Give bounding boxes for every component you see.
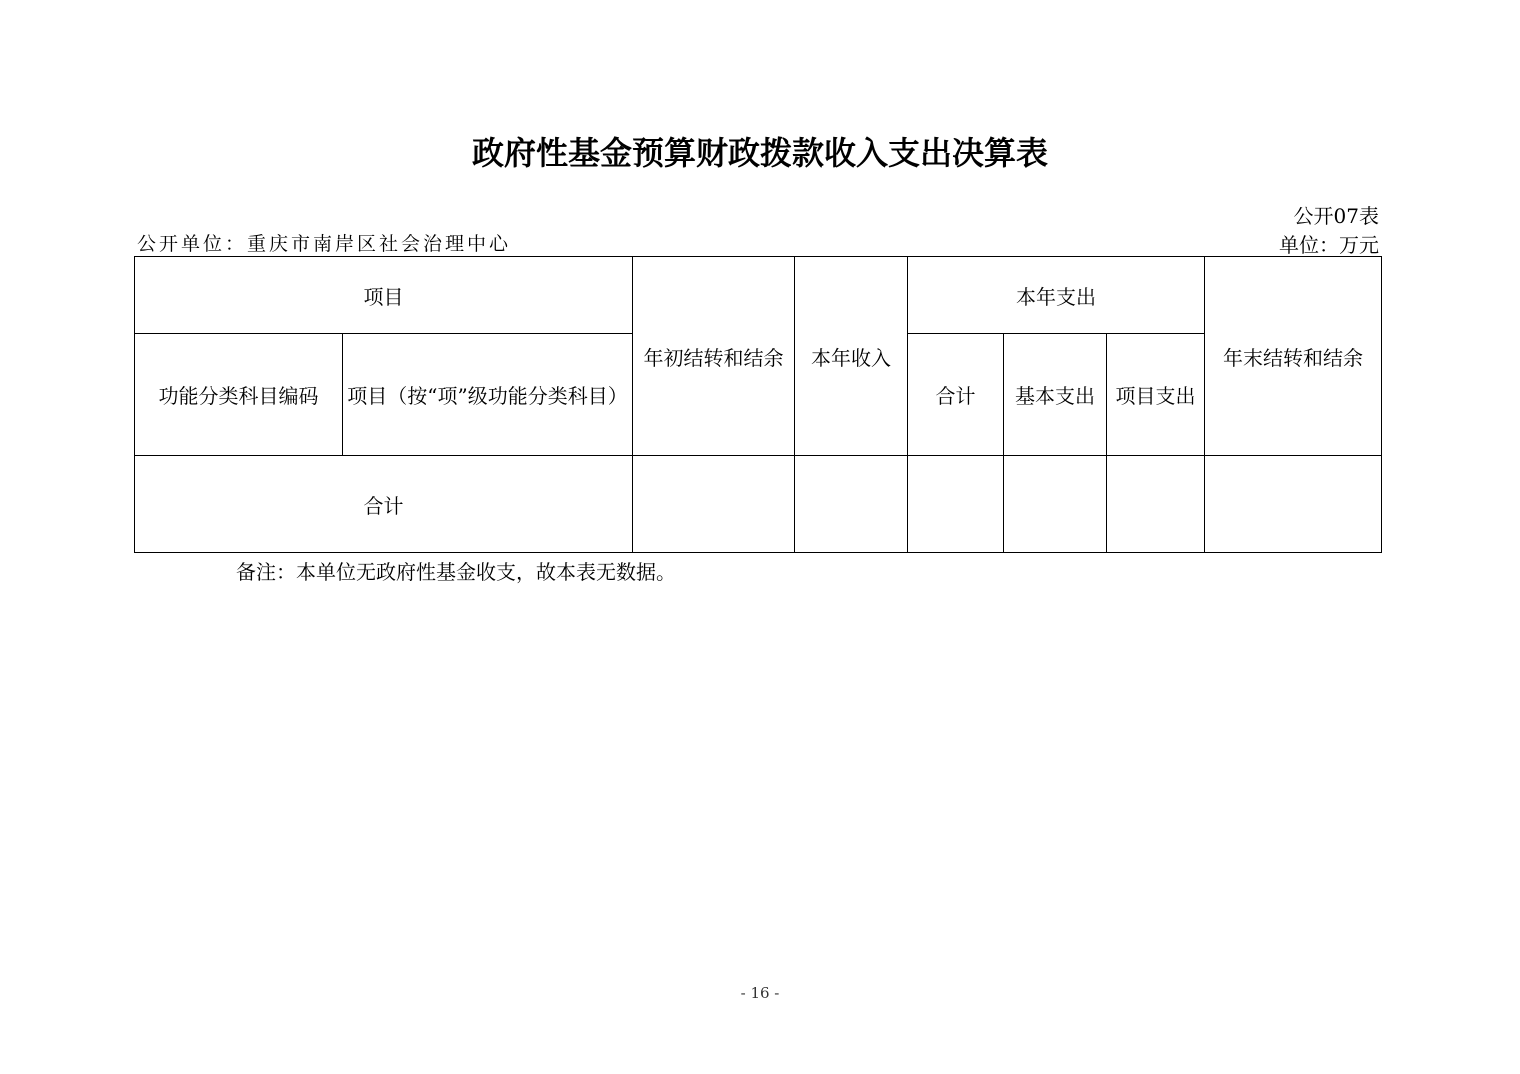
currency-unit: 单位：万元 [1279,233,1379,257]
header-row-1 [135,257,1382,334]
header-project: 项目 [135,257,633,334]
form-number: 公开07表 [1293,204,1379,228]
header-begin-balance: 年初结转和结余 [633,257,795,456]
reporting-unit-name: 重庆市南岸区社会治理中心 [247,233,512,255]
header-expense-total: 合计 [908,334,1004,456]
page-title: 政府性基金预算财政拨款收入支出决算表 [471,134,1048,172]
budget-table [134,256,1382,553]
total-expense-total-cell [908,456,1004,553]
header-expense: 本年支出 [908,257,1205,334]
page-number: - 16 - [740,984,780,1002]
total-expense-basic-cell [1004,456,1107,553]
total-row-label: 合计 [135,456,633,553]
total-end-balance-cell [1205,456,1382,553]
total-expense-project-cell [1107,456,1205,553]
header-end-balance: 年末结转和结余 [1205,257,1382,456]
total-row [135,456,1382,553]
header-item: 项目（按“项”级功能分类科目） [343,334,633,456]
total-begin-balance-cell [633,456,795,553]
reporting-unit-label: 公开单位： [137,233,248,255]
total-income-cell [795,456,908,553]
reporting-unit [137,229,511,256]
header-income: 本年收入 [795,257,908,456]
header-expense-basic: 基本支出 [1004,334,1107,456]
table-note: 备注：本单位无政府性基金收支，故本表无数据。 [236,560,676,584]
header-expense-project: 项目支出 [1107,334,1205,456]
header-code: 功能分类科目编码 [135,334,343,456]
